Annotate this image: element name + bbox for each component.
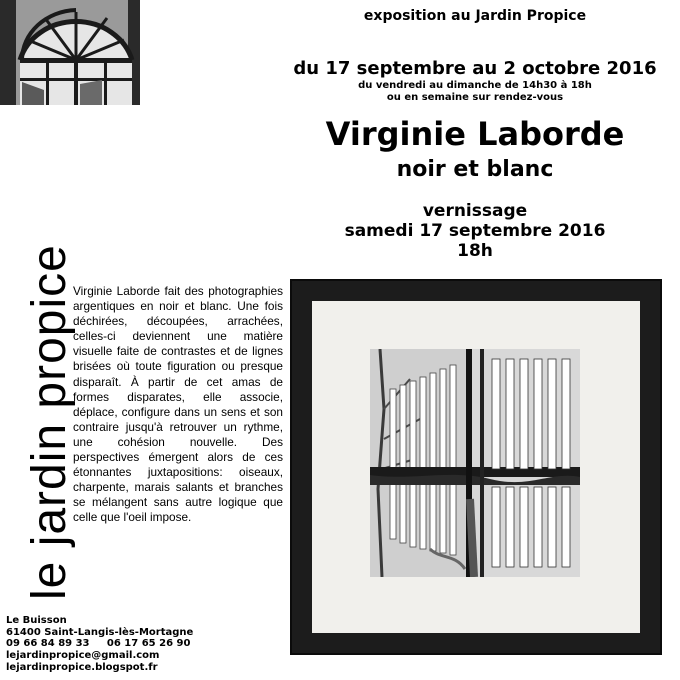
arched-window-graphic <box>0 0 140 105</box>
venue-vertical-title: le jardin propice <box>23 244 76 600</box>
opening-hours-week: ou en semaine sur rendez-vous <box>386 92 564 103</box>
artwork-collage-graphic <box>370 349 580 577</box>
framed-artwork <box>290 279 662 655</box>
contact-address: 61400 Saint-Langis-lès-Mortagne <box>6 626 194 638</box>
artwork-photograph <box>370 349 580 577</box>
contact-block <box>6 615 236 674</box>
vernissage-date: samedi 17 septembre 2016 <box>344 221 606 241</box>
artwork-mat <box>312 301 640 633</box>
exhibition-dates: du 17 septembre au 2 octobre 2016 <box>293 58 657 79</box>
opening-hours-weekend: du vendredi au dimanche de 14h30 à 18h <box>358 80 592 91</box>
contact-place: Le Buisson <box>6 615 67 626</box>
artist-name: Virginie Laborde <box>325 115 625 153</box>
contact-email[interactable]: lejardinpropice@gmail.com <box>6 650 160 662</box>
exhibition-title: exposition au Jardin Propice <box>363 8 587 24</box>
vernissage-time: 18h <box>457 241 493 261</box>
contact-phones: 09 66 84 89 33 06 17 65 26 90 <box>6 638 191 650</box>
artist-description: Virginie Laborde fait des photographies argentiques en noir et blanc. Une fois déchirées, découpées, arrachées, celles-ci deviennent une matière visuelle faite de contrastes et de lignes brisées où toute figuration ou presque disparaît. À partir de cet amas de formes disparates, elle associe, déplace, configure dans un sens et son contraire jusqu'à retrouver un rythme, une cohésion nouvelle. Des perspectives émergent alors de ces étonnantes juxtapositions: oiseaux, charpente, marais salants et branches se mélangent sans autre logique que celle que l'oeil impose. <box>73 284 283 525</box>
header-window-photo <box>0 0 140 105</box>
vernissage-label: vernissage <box>422 201 528 221</box>
series-title: noir et blanc <box>396 157 554 182</box>
contact-website[interactable]: lejardinpropice.blogspot.fr <box>6 661 158 673</box>
